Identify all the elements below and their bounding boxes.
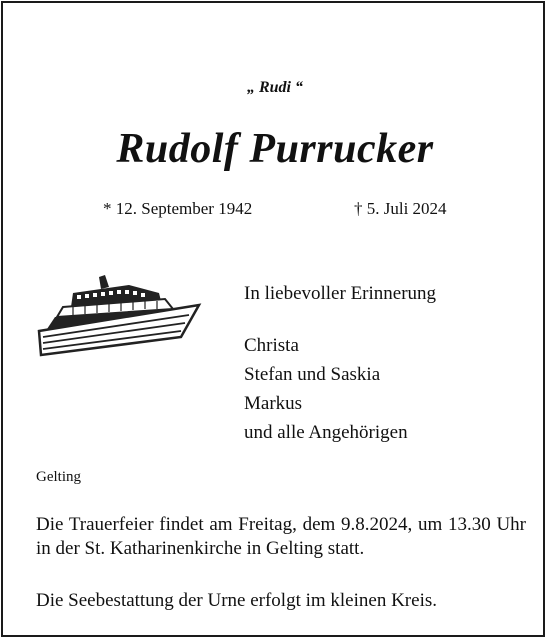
birth-date: * 12. September 1942 — [103, 199, 253, 218]
death-date: † 5. Juli 2024 — [354, 199, 447, 218]
notice-frame — [1, 1, 545, 637]
mourners-list — [244, 331, 408, 447]
deceased-name: Rudolf Purrucker — [116, 126, 434, 172]
place: Gelting — [36, 469, 81, 485]
burial-info: Die Seebestattung der Urne erfolgt im kleinen Kreis. — [36, 590, 437, 611]
mourner-name: und alle Angehörigen — [244, 422, 408, 443]
nickname: „ Rudi “ — [246, 79, 303, 96]
cruise-ship-icon — [33, 271, 205, 361]
mourner-name: Christa — [244, 335, 299, 356]
memory-line: In liebevoller Erinnerung — [244, 283, 437, 304]
mourner-name: Markus — [244, 393, 303, 414]
funeral-info: Die Trauerfeier findet am Freitag, dem 9.8.2024, um 13.30 Uhr in der St. Katharinenkirche in Gelting statt. — [36, 514, 526, 559]
mourner-name: Stefan und Saskia — [244, 364, 381, 385]
